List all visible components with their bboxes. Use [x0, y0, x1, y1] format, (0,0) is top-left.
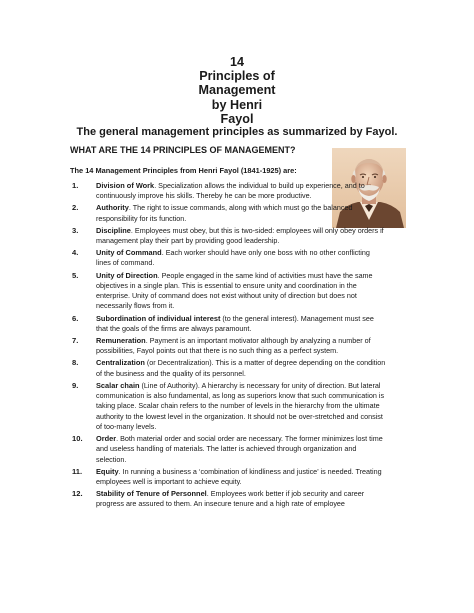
principle-term: Discipline [96, 225, 131, 235]
item-number: 12. [72, 489, 83, 499]
principle-term: Order [96, 434, 117, 443]
list-item [70, 467, 386, 488]
item-number: 7. [72, 335, 79, 345]
principle-text: . In running a business a ‘combination of kindliness and justice’ is needed. Treating employees well is important to achieve equity. [96, 466, 382, 486]
principle-text: . Employees work better if job security and career progress are assured to them. An insecure tenure and a high rate of employee [96, 489, 365, 509]
item-number: 6. [72, 313, 79, 323]
list-item [70, 358, 386, 379]
intro-text: The 14 Management Principles from Henri Fayol (1841-1925) are: [70, 166, 297, 175]
list-item [70, 271, 386, 312]
principle-text: (to the general interest). Management must see that the goals of the firms are always paramount. [96, 313, 374, 333]
item-number: 4. [72, 248, 79, 258]
principle-text: . Employees must obey, but this is two-sided: employees will only obey orders if management play their part by providing good leadership. [96, 225, 384, 246]
title-line: 14 [229, 55, 244, 69]
principle-term: Stability of Tenure of Personnel [96, 489, 207, 499]
list-item [70, 181, 386, 202]
principle-term: Centralization [96, 358, 145, 368]
section-heading: WHAT ARE THE 14 PRINCIPLES OF MANAGEMENT? [70, 145, 296, 155]
item-number: 5. [72, 270, 79, 280]
document-title [0, 55, 474, 126]
principle-term: Division of Work [96, 181, 155, 190]
principle-text: (or Decentralization). This is a matter of degree depending on the condition of the business and the quality of its personnel. [96, 358, 386, 378]
title-line: Principles of [199, 69, 275, 84]
list-item [70, 489, 386, 510]
list-item [70, 226, 386, 247]
principle-term: Unity of Direction [96, 270, 158, 280]
principle-text: (Line of Authority). A hierarchy is necessary for unity of direction. But lateral communication is also fundamental, as long as superiors know that such communication is taking place. Scalar chain refers to the number of levels in the hierarchy from the ultimate authority to the lowest level in the organization. It should not be over-stretched and consist of too-many levels. [96, 380, 385, 431]
principle-text: . Specialization allows the individual to build up experience, and to continuously improve his skills. Thereby he can be more productive. [96, 181, 365, 201]
principle-text: . The right to issue commands, along with which must go the balanced responsibility for its function. [96, 203, 353, 223]
title-line: Fayol [220, 111, 254, 126]
principle-term: Scalar chain [96, 380, 140, 390]
principle-term: Authority [96, 203, 129, 213]
document-subtitle: The general management principles as summarized by Fayol. [76, 126, 398, 138]
principle-text: . Both material order and social order are necessary. The former minimizes lost time and useless handling of materials. The latter is achieved through organization and selection. [96, 434, 383, 464]
item-number: 8. [72, 358, 79, 368]
item-number: 9. [72, 380, 79, 390]
item-number: 2. [72, 203, 79, 213]
principle-text: . Payment is an important motivator although by analyzing a number of possibilities, Fayol points out that there is no such thing as a perfect system. [96, 335, 371, 356]
list-item [70, 203, 386, 224]
principles-list [70, 181, 386, 511]
title-line: Management [198, 83, 276, 98]
principle-text: . Each worker should have only one boss with no other conflicting lines of command. [96, 248, 370, 268]
list-item [70, 314, 386, 335]
title-line: by Henri [211, 97, 263, 112]
list-item [70, 434, 386, 465]
list-item [70, 381, 386, 432]
principle-text: . People engaged in the same kind of activities must have the same objectives in a single plan. This is essential to ensure unity and coordination in the enterprise. Unity of command does not exist without unity of direction but does not necessarily flows from it. [96, 270, 373, 311]
principle-term: Remuneration [96, 335, 146, 345]
principle-term: Equity [96, 466, 119, 476]
item-number: 1. [72, 181, 79, 190]
list-item [70, 336, 386, 357]
principle-term: Unity of Command [96, 248, 162, 258]
list-item [70, 248, 386, 269]
item-number: 3. [72, 225, 79, 235]
item-number: 10. [72, 434, 83, 443]
item-number: 11. [72, 466, 83, 476]
principle-term: Subordination of individual interest [96, 313, 221, 323]
